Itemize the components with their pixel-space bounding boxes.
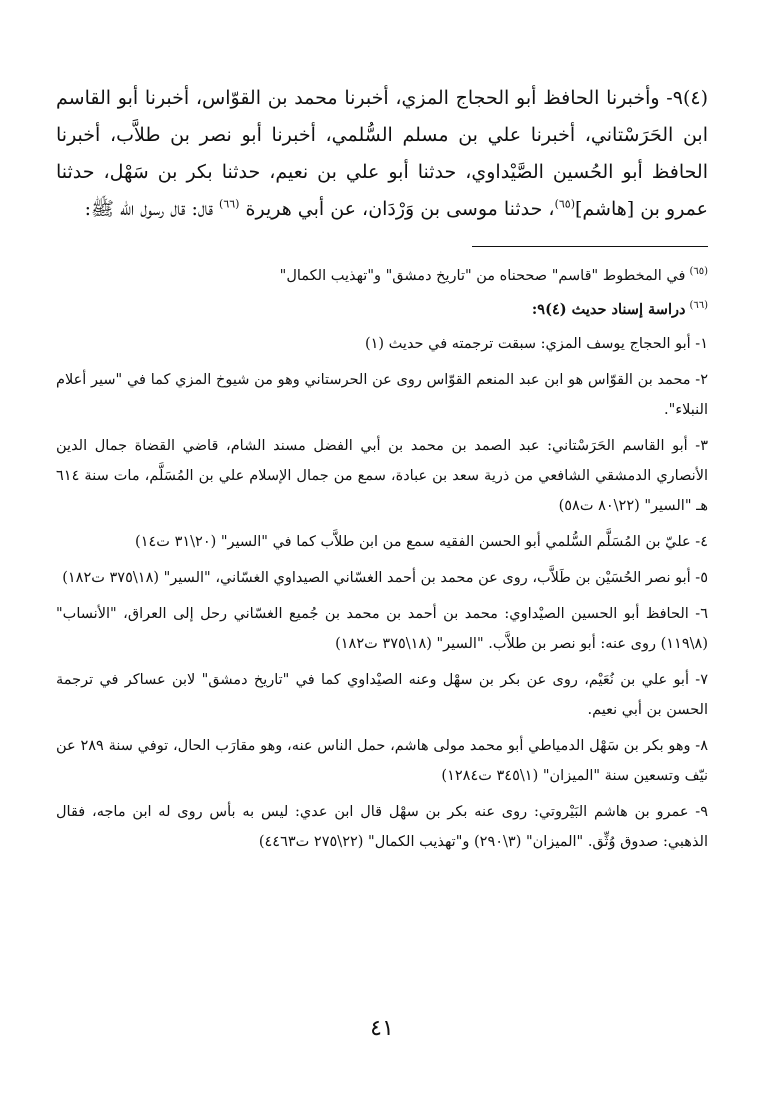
narrator-item-8: ٨- وهو بكر بن سَهْل الدمياطي أبو محمد مولى هاشم، حمل الناس عنه، وهو مقارَب الحال، توفي سنة ٢٨٩ عن نيّف وتسعين سنة "الميزان" (١\٣٤٥ ت١٢٨٤) xyxy=(56,738,708,784)
footnote-66-heading: دراسة إسناد حديث (٤)٩: xyxy=(531,301,686,318)
narrator-item-2: ٢- محمد بن القوّاس هو ابن عبد المنعم القوّاس روى عن الحرستاني وهو من شيوخ المزي كما في "سير أعلام النبلاء". xyxy=(56,372,708,418)
narrator-item-7: ٧- أبو علي بن نُعَيْم، روى عن بكر بن سهْل وعنه الصيْداوي كما في "تاريخ دمشق" لابن عساكر في ترجمة الحسن بن أبي نعيم. xyxy=(56,672,708,718)
narrator-item-3: ٣- أبو القاسم الحَرَسْتاني: عبد الصمد بن محمد بن أبي الفضل مسند الشام، قاضي القضاة جمال الدين الأنصاري الدمشقي الشافعي من ذرية سعد بن عبادة، سمع من جمال الإسلام علي بن المُسَلَّم، مات سنة ٦١٤ هـ "السير" (٢٢\٨٠ ت٥٨) xyxy=(56,438,708,514)
hadith-text-part-3: قال: قال رسول الله ﷺ: xyxy=(84,198,220,220)
narrator-item-6: ٦- الحافظ أبو الحسين الصيْداوي: محمد بن أحمد بن محمد بن جُميع الغسّاني رحل إلى العراق، "الأنساب" (٨\١١٩) روى عنه: أبو نصر بن طلاَّب. "السير" (١٨\٣٧٥ ت١٨٢) xyxy=(56,606,708,652)
footnote-ref-66: (٦٦) xyxy=(219,197,240,211)
footnote-separator xyxy=(472,246,708,247)
page-body xyxy=(56,80,708,863)
narrator-item-5: ٥- أبو نصر الحُسَيْن بن طَلاَّب، روى عن محمد بن أحمد الغسّاني الصيداوي الغسّاني، "السير" (١٨\٣٧٥ ت١٨٢) xyxy=(62,570,708,586)
narrator-item-4: ٤- عليّ بن المُسَلَّم السُّلمي أبو الحسن الفقيه سمع من ابن طلاَّب كما في "السير" (٢٠\٣١ ت١٤) xyxy=(135,534,708,550)
narrator-item-1: ١- أبو الحجاج يوسف المزي: سبقت ترجمته في حديث (١) xyxy=(364,336,708,352)
footnote-ref-65: (٦٥) xyxy=(554,197,575,211)
hadith-text-part-2: ، حدثنا موسى بن وَرْدَان، عن أبي هريرة xyxy=(239,198,555,220)
footnotes-section xyxy=(56,261,708,857)
hadith-text xyxy=(56,80,708,228)
narrator-list xyxy=(56,329,708,857)
page-number: ٤١ xyxy=(370,1016,394,1041)
hadith-text-part-1: (٤)٩- وأخبرنا الحافظ أبو الحجاج المزي، أخبرنا محمد بن القوّاس، أخبرنا أبو القاسم ابن الحَرَسْتاني، أخبرنا علي بن مسلم السُّلمي، أخبرنا أبو نصر بن طلاَّب، أخبرنا الحافظ أبو الحُسين الصَّيْداوي، حدثنا أبو علي بن نعيم، حدثنا بكر بن سَهْل، حدثنا عمرو بن [هاشم] xyxy=(56,87,708,220)
footnote-66-mark: (٦٦) xyxy=(689,300,708,312)
footnote-65-text: في المخطوط "قاسم" صححناه من "تاريخ دمشق" و"تهذيب الكمال" xyxy=(279,268,686,284)
narrator-item-9: ٩- عمرو بن هاشم البَيْروتي: روى عنه بكر بن سهْل قال ابن عدي: ليس به بأس روى له ابن ماجه، فقال الذهبي: صدوق وُثِّق. "الميزان" (٣\٢٩٠) و"تهذيب الكمال" (٢٢\٢٧٥ ت٤٤٦٣) xyxy=(56,804,708,850)
footnote-65 xyxy=(56,261,708,291)
hadith-paragraph xyxy=(56,80,708,228)
footnote-65-mark: (٦٥) xyxy=(689,266,708,278)
footnote-66 xyxy=(56,295,708,325)
